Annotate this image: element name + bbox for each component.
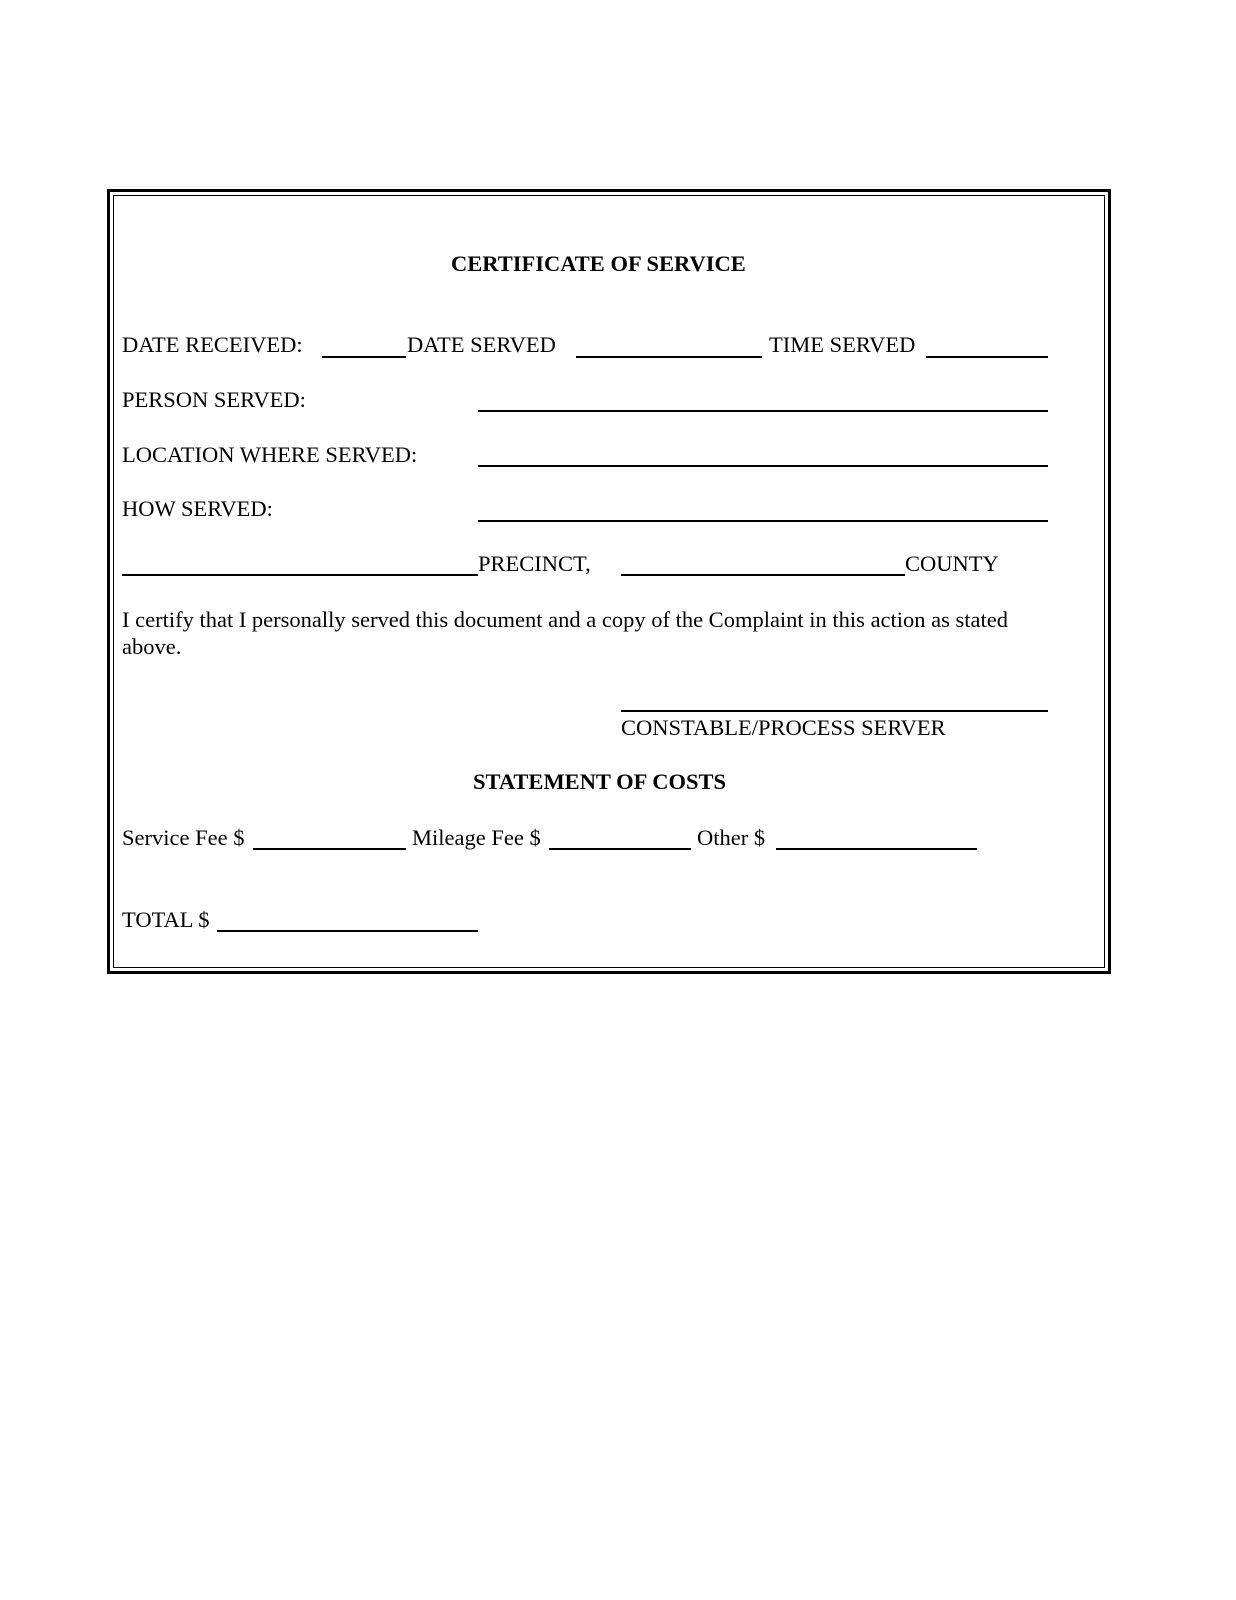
location-served-label: LOCATION WHERE SERVED: (122, 442, 418, 467)
certificate-title: CERTIFICATE OF SERVICE (451, 251, 746, 276)
mileage-fee-field[interactable] (549, 848, 691, 850)
date-served-field[interactable] (576, 356, 762, 358)
person-served-label: PERSON SERVED: (122, 387, 306, 412)
how-served-label: HOW SERVED: (122, 496, 273, 521)
date-received-label: DATE RECEIVED: (122, 332, 303, 357)
certification-text: I certify that I personally served this document and a copy of the Complaint in this action as stated above. (122, 607, 1009, 659)
signature-line[interactable] (621, 710, 1048, 712)
date-received-field[interactable] (322, 356, 406, 358)
county-field[interactable] (621, 574, 905, 576)
signature-label: CONSTABLE/PROCESS SERVER (621, 715, 946, 740)
mileage-fee-label: Mileage Fee $ (412, 825, 541, 850)
precinct-label: PRECINCT, (478, 551, 591, 576)
service-fee-label: Service Fee $ (122, 825, 245, 850)
total-label: TOTAL $ (122, 907, 210, 932)
time-served-field[interactable] (926, 356, 1048, 358)
other-fee-field[interactable] (776, 848, 977, 850)
time-served-label: TIME SERVED (769, 332, 916, 357)
inner-border (113, 195, 1105, 968)
other-fee-label: Other $ (697, 825, 766, 850)
precinct-field[interactable] (122, 574, 478, 576)
total-field[interactable] (217, 930, 478, 932)
costs-title: STATEMENT OF COSTS (473, 769, 726, 794)
date-served-label: DATE SERVED (407, 332, 556, 357)
how-served-field[interactable] (478, 520, 1048, 522)
location-served-field[interactable] (478, 465, 1048, 467)
person-served-field[interactable] (478, 410, 1048, 412)
service-fee-field[interactable] (253, 848, 406, 850)
county-label: COUNTY (905, 551, 999, 576)
